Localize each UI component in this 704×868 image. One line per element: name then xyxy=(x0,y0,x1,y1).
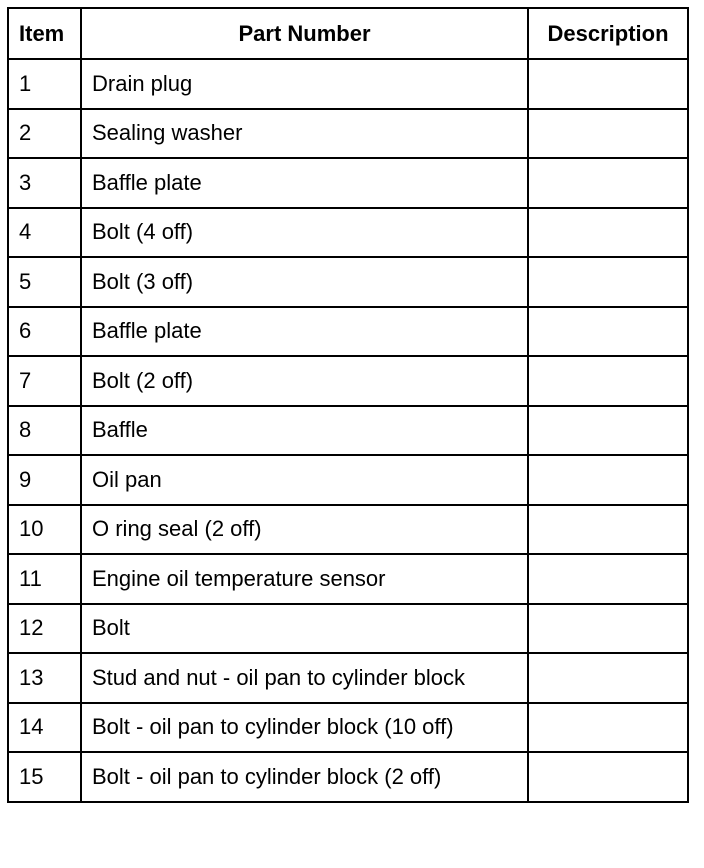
part-cell: Bolt - oil pan to cylinder block (10 off) xyxy=(81,703,528,753)
description-cell xyxy=(528,356,688,406)
description-cell xyxy=(528,307,688,357)
description-cell xyxy=(528,257,688,307)
table-row xyxy=(8,307,688,357)
parts-table xyxy=(7,7,689,803)
description-cell xyxy=(528,109,688,159)
header-description: Description xyxy=(528,8,688,59)
table-row xyxy=(8,356,688,406)
item-cell: 10 xyxy=(8,505,81,555)
table-row xyxy=(8,604,688,654)
item-cell: 9 xyxy=(8,455,81,505)
item-cell: 1 xyxy=(8,59,81,109)
table-row xyxy=(8,455,688,505)
part-cell: Engine oil temperature sensor xyxy=(81,554,528,604)
parts-table-header xyxy=(8,8,688,59)
description-cell xyxy=(528,59,688,109)
item-cell: 3 xyxy=(8,158,81,208)
table-row xyxy=(8,158,688,208)
header-item: Item xyxy=(8,8,81,59)
item-cell: 11 xyxy=(8,554,81,604)
description-cell xyxy=(528,703,688,753)
description-cell xyxy=(528,752,688,802)
description-cell xyxy=(528,505,688,555)
description-cell xyxy=(528,158,688,208)
description-cell xyxy=(528,406,688,456)
part-cell: O ring seal (2 off) xyxy=(81,505,528,555)
part-cell: Drain plug xyxy=(81,59,528,109)
item-cell: 14 xyxy=(8,703,81,753)
description-cell xyxy=(528,554,688,604)
part-cell: Bolt (2 off) xyxy=(81,356,528,406)
part-cell: Bolt (4 off) xyxy=(81,208,528,258)
part-cell: Baffle xyxy=(81,406,528,456)
part-cell: Stud and nut - oil pan to cylinder block xyxy=(81,653,528,703)
part-cell: Oil pan xyxy=(81,455,528,505)
table-row xyxy=(8,752,688,802)
part-cell: Baffle plate xyxy=(81,307,528,357)
description-cell xyxy=(528,208,688,258)
item-cell: 5 xyxy=(8,257,81,307)
description-cell xyxy=(528,455,688,505)
table-row xyxy=(8,208,688,258)
item-cell: 7 xyxy=(8,356,81,406)
table-row xyxy=(8,505,688,555)
table-row xyxy=(8,59,688,109)
parts-table-body xyxy=(8,59,688,802)
table-row xyxy=(8,109,688,159)
table-row xyxy=(8,703,688,753)
part-cell: Sealing washer xyxy=(81,109,528,159)
item-cell: 6 xyxy=(8,307,81,357)
item-cell: 2 xyxy=(8,109,81,159)
part-cell: Bolt (3 off) xyxy=(81,257,528,307)
part-cell: Baffle plate xyxy=(81,158,528,208)
item-cell: 13 xyxy=(8,653,81,703)
part-cell: Bolt - oil pan to cylinder block (2 off) xyxy=(81,752,528,802)
table-row xyxy=(8,406,688,456)
item-cell: 8 xyxy=(8,406,81,456)
item-cell: 15 xyxy=(8,752,81,802)
item-cell: 4 xyxy=(8,208,81,258)
header-part-number: Part Number xyxy=(81,8,528,59)
table-row xyxy=(8,554,688,604)
description-cell xyxy=(528,653,688,703)
table-row xyxy=(8,653,688,703)
table-row xyxy=(8,257,688,307)
header-row xyxy=(8,8,688,59)
item-cell: 12 xyxy=(8,604,81,654)
description-cell xyxy=(528,604,688,654)
part-cell: Bolt xyxy=(81,604,528,654)
